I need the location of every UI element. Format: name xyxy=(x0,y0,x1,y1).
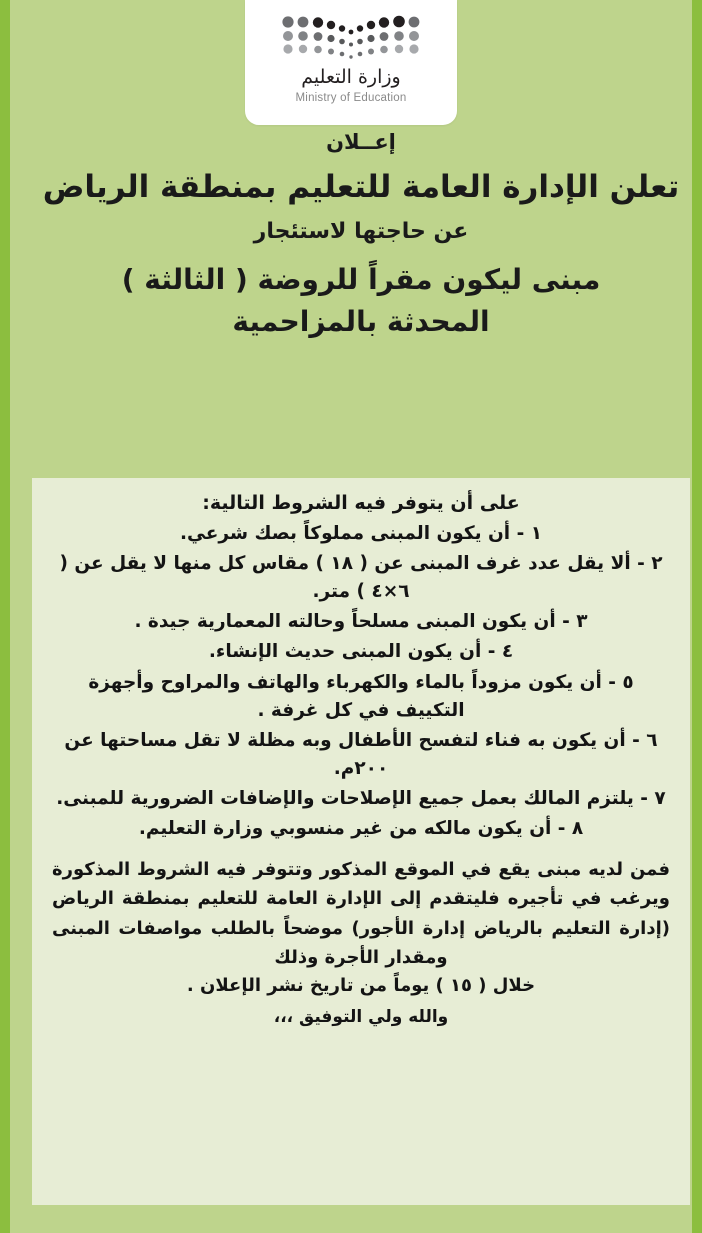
ministry-name-english: Ministry of Education xyxy=(295,92,407,104)
conditions-panel xyxy=(32,478,690,1205)
announcement-authority-line: تعلن الإدارة العامة للتعليم بمنطقة الرياض xyxy=(42,169,680,205)
conditions-list xyxy=(52,520,670,843)
condition-item: ٨ - أن يكون مالكه من غير منسوبي وزارة التعليم. xyxy=(138,818,584,840)
condition-item: ٧ - يلتزم المالك بعمل جميع الإصلاحات والإضافات الضرورية للمبنى. xyxy=(56,787,666,809)
closing-duration: خلال ( ١٥ ) يوماً من تاريخ نشر الإعلان . xyxy=(186,974,536,996)
condition-item: ١ - أن يكون المبنى مملوكاً بصك شرعي. xyxy=(180,523,542,544)
closing-paragraph: فمن لديه مبنى يقع في الموقع المذكور وتتوفر فيه الشروط المذكورة ويرغب في تأجيره فليتقدم إلى الإدارة العامة للتعليم بمنطقة الرياض (إدارة التعليم بالرياض إدارة الأجور) موضحاً بالطلب مواصفات المبنى ومقدار الأجرة وذلك xyxy=(52,859,670,968)
announcement-subject-line-1: مبنى ليكون مقراً للروضة ( الثالثة ) xyxy=(121,262,601,296)
benediction-text: والله ولي التوفيق ،،، xyxy=(273,1006,449,1027)
condition-item: ٥ - أن يكون مزوداً بالماء والكهرباء والهاتف والمراوح وأجهزة التكييف في كل غرفة . xyxy=(88,671,634,721)
announcement-label: إعــلان xyxy=(326,130,396,154)
ministry-name-arabic: وزارة التعليم xyxy=(301,66,401,88)
condition-item: ٣ - أن يكون المبنى مسلحاً وحالته المعمارية جيدة . xyxy=(134,611,588,633)
announcement-frame xyxy=(10,0,692,1233)
conditions-intro: على أن يتوفر فيه الشروط التالية: xyxy=(202,492,520,514)
condition-item: ٢ - ألا يقل عدد غرف المبنى عن ( ١٨ ) مقاس كل منها لا يقل عن ( ٦×٤ ) متر. xyxy=(59,553,663,603)
condition-item: ٤ - أن يكون المبنى حديث الإنشاء. xyxy=(208,641,514,663)
announcement-purpose-line: عن حاجتها لاستئجار xyxy=(253,218,469,244)
announcement-subject-line-2: المحدثة بالمزاحمية xyxy=(232,305,490,339)
headline-block xyxy=(20,130,702,341)
condition-item: ٦ - أن يكون به فناء لتفسح الأطفال وبه مظلة لا تقل مساحتها عن ٢٠٠م. xyxy=(64,729,658,779)
ministry-logo-card xyxy=(245,0,457,125)
ministry-of-education-dots-emblem xyxy=(276,12,426,64)
